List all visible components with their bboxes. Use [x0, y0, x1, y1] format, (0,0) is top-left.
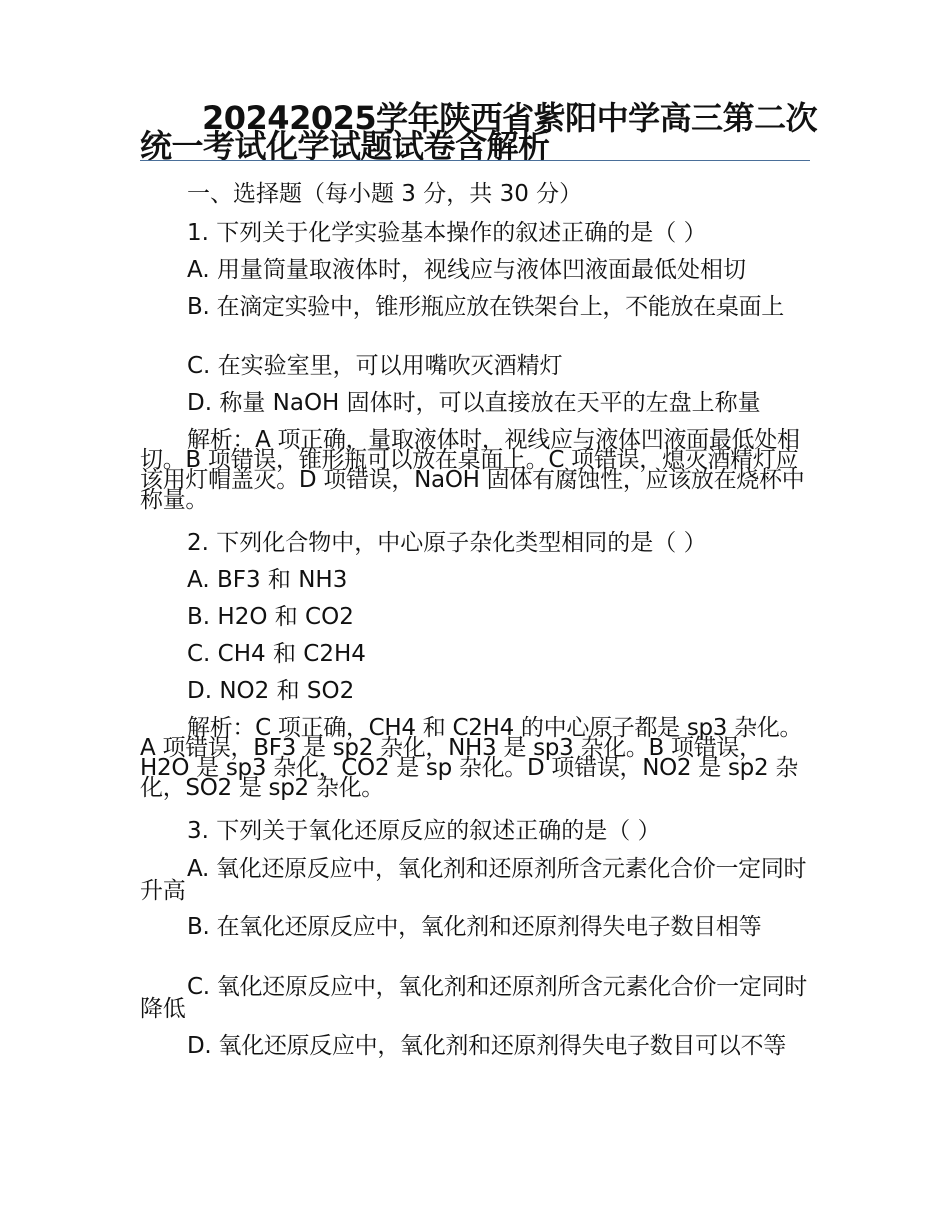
- question-3-option-d: D. 氧化还原反应中，氧化剂和还原剂得失电子数目可以不等: [187, 1033, 786, 1059]
- question-2-option-d: D. NO2 和 SO2: [187, 678, 355, 704]
- question-2-analysis: 解析：C 项正确，CH4 和 C2H4 的中心原子都是 sp3 杂化。A 项错误，BF3 是 sp2 杂化，NH3 是 sp3 杂化。B 项错误，H2O 是 sp3 杂化，CO2 是 sp 杂化。D 项错误，NO2 是 sp2 杂化，SO2 是 sp2 杂化。: [140, 715, 803, 801]
- question-1-analysis: 解析：A 项正确，量取液体时，视线应与液体凹液面最低处相切。B 项错误，锥形瓶可以放在桌面上。C 项错误，熄灭酒精灯应该用灯帽盖灭。D 项错误，NaOH 固体有腐蚀性，应该放在烧杯中称量。: [140, 427, 805, 513]
- question-3-stem: 3. 下列关于氧化还原反应的叙述正确的是（ ）: [187, 818, 661, 844]
- question-1-stem: 1. 下列关于化学实验基本操作的叙述正确的是（ ）: [187, 220, 707, 246]
- title-divider: [140, 160, 810, 161]
- question-1-option-a: A. 用量筒量取液体时，视线应与液体凹液面最低处相切: [187, 257, 746, 283]
- question-1-option-c: C. 在实验室里，可以用嘴吹灭酒精灯: [187, 353, 563, 379]
- document-title: 20242025学年陕西省紫阳中学高三第二次统一考试化学试题试卷含解析: [140, 99, 818, 165]
- question-2-stem: 2. 下列化合物中，中心原子杂化类型相同的是（ ）: [187, 530, 707, 556]
- question-1-option-d: D. 称量 NaOH 固体时，可以直接放在天平的左盘上称量: [187, 390, 761, 416]
- question-3-option-b: B. 在氧化还原反应中，氧化剂和还原剂得失电子数目相等: [187, 914, 762, 940]
- question-3-option-c: C. 氧化还原反应中，氧化剂和还原剂所含元素化合价一定同时降低: [140, 974, 807, 1022]
- question-3-option-a: A. 氧化还原反应中，氧化剂和还原剂所含元素化合价一定同时升高: [140, 856, 807, 904]
- question-2-option-c: C. CH4 和 C2H4: [187, 641, 366, 667]
- question-2-option-b: B. H2O 和 CO2: [187, 604, 354, 630]
- question-2-option-a: A. BF3 和 NH3: [187, 567, 348, 593]
- question-1-option-b: B. 在滴定实验中，锥形瓶应放在铁架台上，不能放在桌面上: [187, 294, 785, 320]
- section-heading: 一、选择题（每小题 3 分，共 30 分）: [187, 181, 583, 207]
